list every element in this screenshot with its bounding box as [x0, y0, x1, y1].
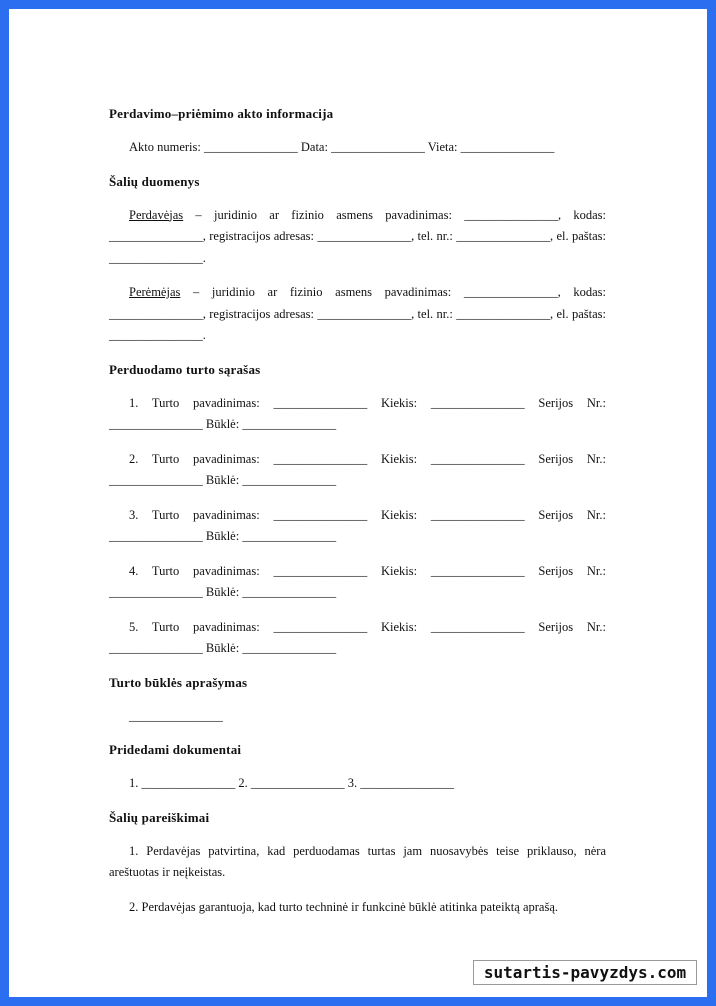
receiver-paragraph [109, 282, 606, 347]
receiver-text: – juridinio ar fizinio asmens pavadinimas: _______________, kodas: _______________, registracijos adresas: _______________, tel. nr.: _______________, el. paštas: _______________. [109, 285, 606, 342]
item-entry: 2. Turto pavadinimas: _______________ Kiekis: _______________ Serijos Nr.: _______________ Būklė: _______________ [109, 451, 606, 487]
section-title-statements: Šalių pareiškimai [109, 809, 210, 825]
section-title-condition: Turto būklės aprašymas [109, 674, 248, 690]
transferor-paragraph [109, 205, 606, 270]
receiver-label: Perėmėjas [129, 285, 181, 299]
document-page [9, 9, 707, 997]
section-title-info: Perdavimo–priėmimo akto informacija [109, 106, 334, 121]
section-title-parties: Šalių duomenys [109, 173, 200, 189]
transferor-text: – juridinio ar fizinio asmens pavadinimas: _______________, kodas: _______________, registracijos adresas: _______________, tel. nr.: _______________, el. paštas: _______________. [109, 207, 606, 265]
act-info-line: Akto numeris: _______________ Data: _______________ Vieta: _______________ [129, 140, 555, 154]
attached-docs-line: 1. _______________ 2. _______________ 3. _______________ [129, 776, 454, 790]
item-entry: 1. Turto pavadinimas: _______________ Kiekis: _______________ Serijos Nr.: _______________ Būklė: _______________ [109, 395, 606, 431]
site-watermark[interactable]: sutartis-pavyzdys.com [473, 960, 697, 985]
statement-paragraph: 1. Perdavėjas patvirtina, kad perduodamas turtas jam nuosavybės teise priklauso, nėra areštuotas ir neįkeistas. [109, 843, 606, 879]
condition-text: _______________ [129, 708, 223, 723]
section-title-docs: Pridedami dokumentai [109, 742, 242, 757]
item-entry: 4. Turto pavadinimas: _______________ Kiekis: _______________ Serijos Nr.: _______________ Būklė: _______________ [109, 563, 606, 599]
item-entry: 3. Turto pavadinimas: _______________ Kiekis: _______________ Serijos Nr.: _______________ Būklė: _______________ [109, 507, 606, 543]
item-entry: 5. Turto pavadinimas: _______________ Kiekis: _______________ Serijos Nr.: _______________ Būklė: _______________ [109, 619, 606, 655]
statement-paragraph: 2. Perdavėjas garantuoja, kad turto techninė ir funkcinė būklė atitinka pateiktą aprašą. [129, 899, 559, 914]
document-content [109, 104, 606, 918]
section-title-items: Perduodamo turto sąrašas [109, 361, 261, 377]
transferor-label: Perdavėjas [129, 207, 184, 222]
